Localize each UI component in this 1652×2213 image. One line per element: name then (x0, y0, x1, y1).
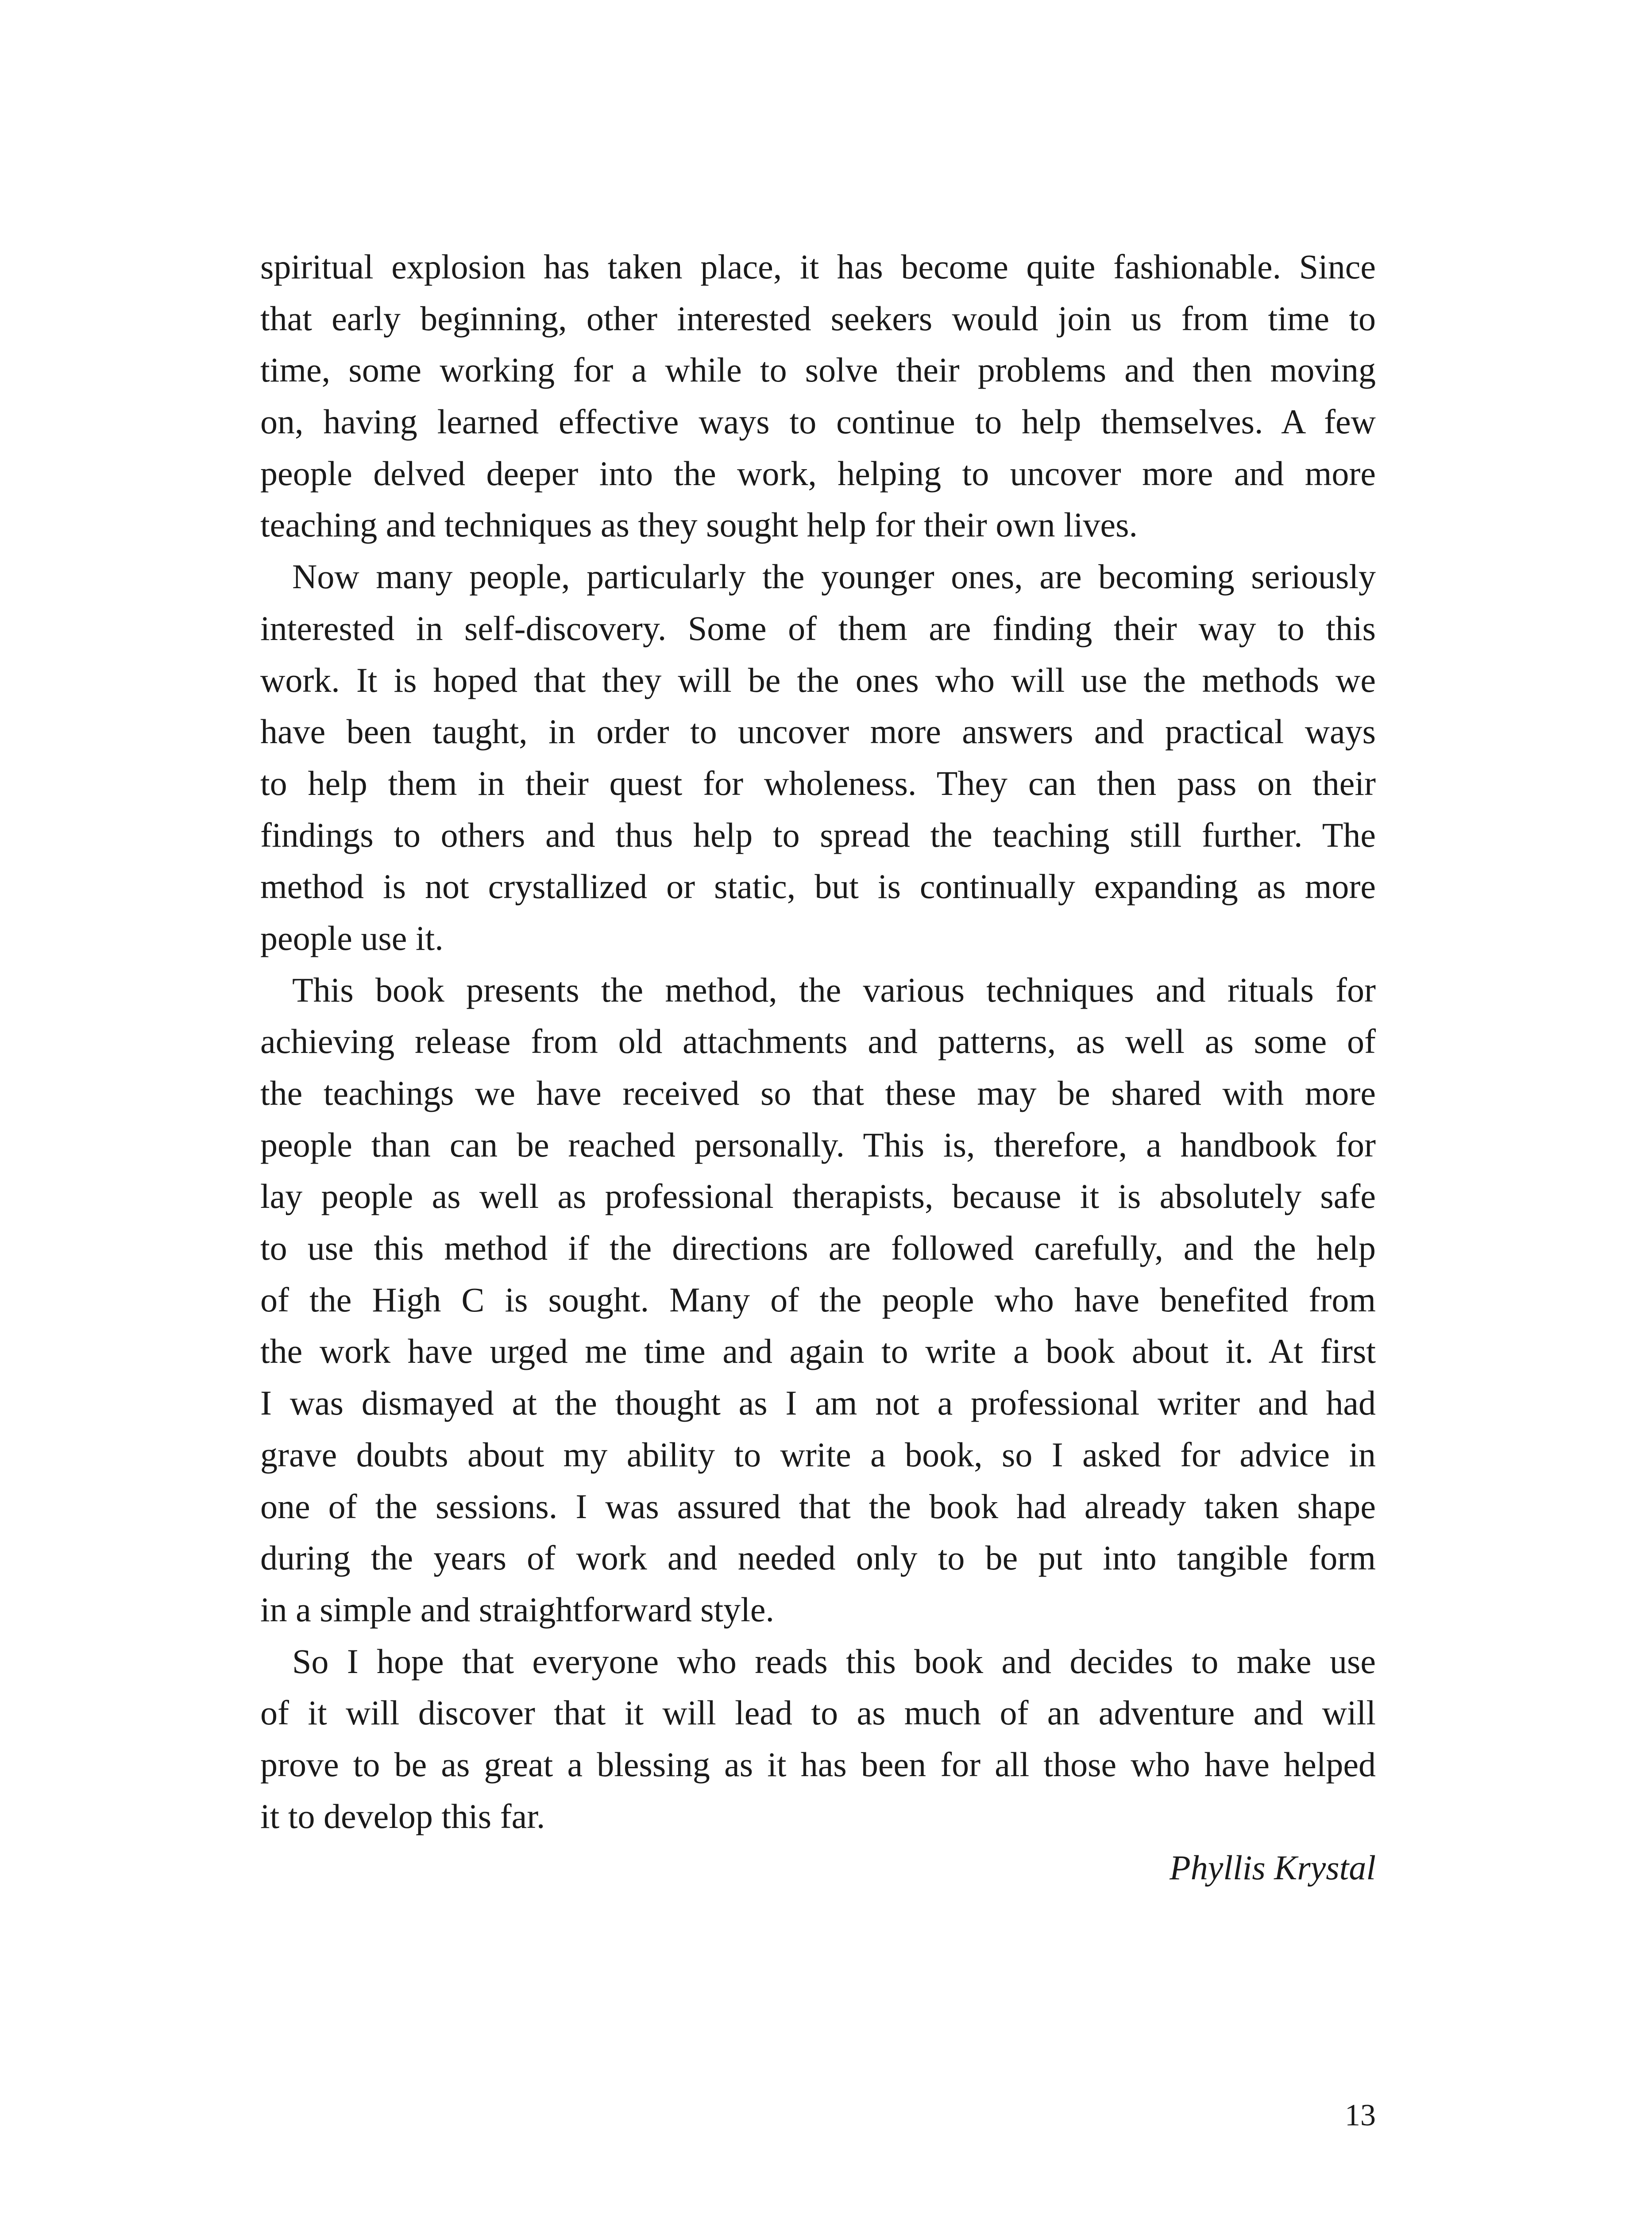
author-signature: Phyllis Krystal (1170, 1848, 1376, 1887)
text-line: work. It is hoped that they will be the ones who will use the methods we (260, 660, 1376, 699)
text-line: method is not crystallized or static, but is continually expanding as more (260, 867, 1376, 906)
text-line: on, having learned effective ways to continue to help themselves. A few (260, 402, 1376, 441)
text-line: Now many people, particularly the younger ones, are becoming seriously (292, 557, 1376, 596)
text-line: of the High C is sought. Many of the people who have benefited from (260, 1280, 1376, 1319)
text-line: findings to others and thus help to spread the teaching still further. The (260, 815, 1376, 854)
text-line: during the years of work and needed only to be put into tangible form (260, 1538, 1376, 1577)
text-line: interested in self-discovery. Some of them are finding their way to this (260, 609, 1376, 648)
text-line: of it will discover that it will lead to as much of an adventure and will (260, 1693, 1376, 1732)
text-line: I was dismayed at the thought as I am not a professional writer and had (260, 1384, 1376, 1423)
text-line: to help them in their quest for wholeness. They can then pass on their (260, 763, 1376, 802)
text-line: have been taught, in order to uncover more answers and practical ways (260, 712, 1376, 751)
text-line: in a simple and straightforward style. (260, 1590, 775, 1629)
text-line: the work have urged me time and again to write a book about it. At first (260, 1332, 1376, 1371)
text-line: achieving release from old attachments and patterns, as well as some of (260, 1022, 1376, 1061)
text-line: lay people as well as professional therapists, because it is absolutely safe (260, 1177, 1376, 1216)
text-line: grave doubts about my ability to write a book, so I asked for advice in (260, 1435, 1376, 1474)
text-line: one of the sessions. I was assured that the book had already taken shape (260, 1487, 1376, 1526)
text-line: people delved deeper into the work, helping to uncover more and more (260, 454, 1376, 493)
text-line: that early beginning, other interested seekers would join us from time to (260, 299, 1376, 338)
text-line: people than can be reached personally. This is, therefore, a handbook for (260, 1125, 1376, 1164)
text-line: time, some working for a while to solve their problems and then moving (260, 351, 1376, 389)
text-line: So I hope that everyone who reads this book and decides to make use (292, 1642, 1376, 1681)
text-line: it to develop this far. (260, 1797, 545, 1835)
text-line: the teachings we have received so that these may be shared with more (260, 1074, 1376, 1112)
text-line: This book presents the method, the various techniques and rituals for (292, 970, 1376, 1009)
text-line: to use this method if the directions are followed carefully, and the help (260, 1229, 1376, 1268)
page-number: 13 (1345, 2098, 1376, 2132)
text-line: people use it. (260, 918, 444, 957)
text-line: prove to be as great a blessing as it has been for all those who have helped (260, 1745, 1376, 1784)
text-line: teaching and techniques as they sought help for their own lives. (260, 505, 1138, 544)
text-line: spiritual explosion has taken place, it has become quite fashionable. Since (260, 247, 1376, 286)
body-text (260, 241, 1376, 1894)
